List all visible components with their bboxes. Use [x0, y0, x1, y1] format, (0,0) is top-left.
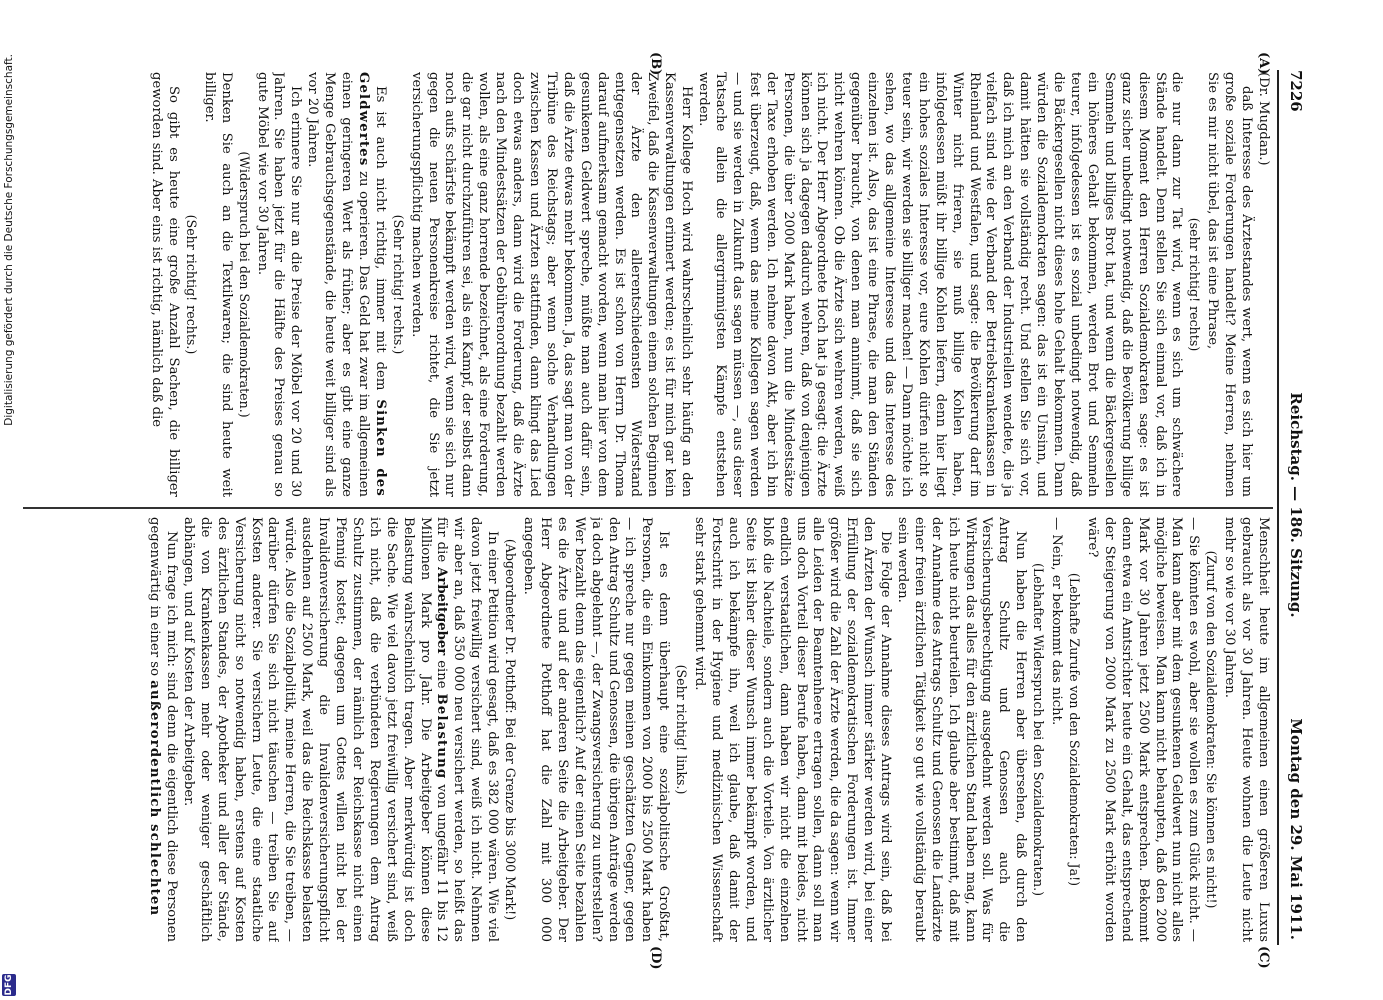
margin-letter-d: (D) — [648, 946, 663, 970]
interjection: (sehr richtig! rechts) — [1187, 217, 1203, 352]
paragraph: daß Interesse des Ärztestandes wert, wenn es sich hier um große soziale Forderungen handelt? Meine Herren, nehmen Sie es mir nicht übel, das ist eine Phrase, — [1205, 72, 1255, 497]
dfg-logo: DFG — [4, 974, 14, 996]
margin-letter-c: (C) — [1256, 946, 1271, 969]
interjection: (Zuruf von den Sozialdemokraten: Sie können es nicht!) — [1204, 550, 1220, 909]
header-rule — [1277, 70, 1279, 945]
funding-footer — [2, 20, 18, 1000]
paragraph: Es ist auch nicht richtig, immer mit dem Sinken des Geldwertes zu operieren. Das Geld hat zwar im allgemeinen einen geringeren Wert als früher; aber es gibt eine ganze Menge Gebrauchsgegenstände, die heute weit billiger sind als vor 20 Jahren. — [305, 72, 388, 497]
margin-letter-a: (A) — [1256, 52, 1271, 75]
paragraph: — Sie könnten es wohl, aber sie wollen es zum Glück nicht. — Man kann aber mit dem gesunkenen Geldwert nun nicht alles mögliche beweisen. Man kann nicht behaupten, daß den 2000 Mark vor 30 Jahren jetzt 2500 Mark entsprechen. Bekommt denn etwa ein Amtsrichter heute ein Gehalt, das entsprechend der Steigerung von 2000 Mark zu 2500 Mark erhöht worden wäre? — [1084, 517, 1202, 942]
margin-letter-b: (B) — [648, 52, 663, 76]
session-title: Reichstag. — 186. Sitzung. — [1287, 392, 1305, 618]
paragraph: Nun frage ich mich: sind denn die eigentlich diese Personen gegenwärtig in einer so außerordentlich schlechten — [147, 517, 179, 942]
session-date: Montag den 29. Mai 1911. — [1287, 718, 1305, 940]
interjection: (Sehr richtig! rechts.) — [390, 214, 406, 355]
paragraph: Menschheit heute im allgemeinen einen größeren Luxus gebraucht als vor 30 Jahren. Heute wohnen die Leute nicht mehr so wie vor 30 Jahren. — [1222, 517, 1271, 942]
paragraph: In einer Petition wird gesagt, daß es 382 000 wären. Wie viel davon jetzt freiwillig versichert sind, weiß ich nicht. Nehmen wir aber an, daß 350 000 neu versichert werden, so heißt das für die Arbeitgeber eine Belastung von ungefähr 11 bis 12 Millionen Mark pro Jahr. Die Arbeitgeber können diese Belastung wahrscheinlich tragen. Aber merkwürdig ist doch die Sache. Wie viel davon jetzt freiwillig versichert sind, weiß ich nicht, daß die verbündeten Regierungen dem Antrag Schultz zustimmen, der nämlich der Reichskasse nicht einen Pfennig kostet; dagegen um Gottes willen nicht bei der Invalidenversicherung die Invalidenversicherungspflicht ausdehnen auf 2500 Mark, weil das die Reichskasse belasten würde. Also die Sozialpolitik, meine Herren, die Sie treiben, — darüber dürfen Sie sich nicht täuschen — treiben Sie auf Kosten anderer. Sie versichern Leute, die eine staatliche Versicherung nicht so notwendig haben, erstens auf Kosten des ärztlichen Standes, der Apotheker und aller der Stände, die von Krankenkassen mehr oder weniger geschäftlich abhängen, und auf Kosten der Arbeitgeber. — [180, 517, 501, 942]
paragraph: Ist es denn überhaupt eine sozialpolitische Großtat, Personen, die ein Einkommen von 2000 bis 2500 Mark haben — ich spreche nur gegen meinen geschätzten Gegner, gegen den Antrag Schultz und Genossen, die übrigen Anträge werden ja doch abgelehnt —, der Zwangsversicherung zu unterstellen? Wer bezahlt denn das eigentlich? Auf der einen Seite bezahlen es die Ärzte und auf der anderen Seite die Arbeitgeber. Der Herr Abgeordnete Potthoff hat die Zahl mit 300 000 angegeben. — [521, 517, 672, 942]
interjection: (Sehr richtig! rechts.) — [183, 214, 199, 355]
paragraph: So gibt es heute eine große Anzahl Sachen, die billiger geworden sind. Aber eins ist richtig, nämlich daß die — [149, 72, 181, 497]
page-header — [1285, 70, 1305, 940]
interjection: (Lebhafte Zurufe von den Sozialdemokraten: Ja!) — [1067, 572, 1083, 887]
funding-note: Digitalisierung gefördert durch die Deutsche Forschungsgemeinschaft. — [3, 54, 15, 426]
page-number: 7226 — [1287, 70, 1305, 112]
interjection: (Widerspruch bei den Sozialdemokraten.) — [236, 151, 252, 418]
speaker-label: (Dr. Mugdan.) — [1256, 72, 1271, 166]
interjection: (Lebhafter Widerspruch bei den Sozialdemokraten.) — [1031, 562, 1047, 897]
paragraph: Nun haben die Herren aber übersehen, daß durch den Antrag Schultz und Genossen auch die Versicherungsberechtigung ausgedehnt werden soll. Was für Wirkungen das alles für den ärztlichen Stand haben mag, kann ich heute nicht beurteilen. Ich glaube aber bestimmt, daß mit der Annahme des Antrags Schultz und Genossen die Landärzte einer freien ärztlichen Tätigkeit so gut wie vollständig beraubt sein werden. — [894, 517, 1029, 942]
column-divider — [23, 507, 1273, 509]
paragraph: Denken Sie auch an die Textilwaren; die sind heute weit billiger. — [201, 72, 234, 497]
left-text-column — [31, 72, 1271, 497]
paragraph: die nur dann zur Tat wird, wenn es sich um schwächere Stände handelt. Denn stellen Sie sich einmal vor, daß ich in diesem Moment den Herren Sozialdemokraten sage: es ist ganz sicher unbedingt notwendig, daß die Bevölkerung billige Semmeln und billiges Brot hat, und wenn die Bäckergesellen ein höheres Gehalt bekommen, werden Brot und Semmeln teurer, infolgedessen ist es sozial unbedingt notwendig, daß die Bäckergesellen nicht dieses hohe Gehalt bekommen. Dann würden die Sozialdemokraten sagen: das ist ein Unsinn, und damit hätten sie vollständig recht. Und stellen Sie sich vor, daß ich mich an den Verband der Industriellen wendete, die ja vielfach sind wie der Verband der Betriebskrankenkassen in Rheinland und Westfalen, und sagte: die Bevölkerung darf im Winter nicht frieren, sie muß billige Kohlen haben, infolgedessen müßt ihr billige Kohlen liefern, denn hier liegt ein hohes soziales Interesse vor, eure Kohlen dürfen nicht so teuer sein, wir werden sie billiger machen! — Dann möchte ich sehen, wo das allgemeine Interesse und das Interesse des einzelnen ist. Also, das ist eine Phrase, die man den Ständen gegenüber braucht, von denen man annimmt, daß sie sich nicht wehren können. Ob die Ärzte sich wehren werden, weiß ich nicht. Der Herr Abgeordnete Hoch hat ja gesagt: die Ärzte können sich ja dagegen dadurch wehren, daß von denjenigen Personen, die über 2000 Mark haben, nun die Mindestsätze der Taxe erhoben werden. Ich nehme davon Akt, aber ich bin fest überzeugt, daß, wenn das meine Kollegen sagen werden — und sie werden in Zukunft das sagen müssen —, aus dieser Tatsache allein die allergrimmigsten Kämpfe entstehen werden. — [696, 72, 1185, 497]
paragraph: Die Folge der Annahme dieses Antrags wird sein, daß bei den Ärzten der Wunsch immer stärker werden wird, bei einer Erfüllung der sozialdemokratischen Forderungen ist. Immer größer wird die Zahl der Ärzte werden, die da sagen: wenn wir alle Leiden der Beamtenheere ertragen sollen, dann soll man uns doch Vorteil dieser Berufe haben, dann mit beides, nicht endlich verstaatlichen, dann haben wir nicht die einzelnen bloß die Nachteile, sondern auch die Vorteile. Von ärztlicher Seite ist bisher dieser Wunsch immer bekämpft worden, und auch ich bekämpfe ihn, weil ich glaube, daß damit der Fortschritt in der Hygiene und medizinischen Wissenschaft sehr stark gehemmt wird. — [692, 517, 894, 942]
paragraph: — Nein, er bekommt das nicht. — [1049, 517, 1065, 726]
paragraph: Ich erinnere Sie nur an die Preise der Möbel vor 20 und 30 Jahren. Sie haben jetzt für die Hälfte des Preises genau so gute Möbel wie vor 30 Jahren. — [254, 72, 304, 497]
interjection: (Sehr richtig! links.) — [674, 664, 690, 795]
paragraph: Herr Kollege Hoch wird wahrscheinlich sehr häufig an den Kassenverwaltungen erinnert werden; es ist für mich gar kein Zweifel, daß die Kassenverwaltungen einem solchen Beginnen der Ärzte den allerentschiedensten Widerstand entgegensetzen werden. Es ist schon von Herrn Dr. Thoma darauf aufmerksam gemacht worden, wenn man hier von dem gesunkenen Geldwert spreche, müßte man auch dafür sein, daß die Ärzte etwas mehr bekommen. Ja, das sagt man von der Tribüne des Reichstags; aber wenn solche Verhandlungen zwischen Kassen und Ärzten stattfinden, dann klingt das Lied doch etwas anders, dann wird die Forderung, daß die Ärzte nach den Mindestsätzen der Gebührenordnung bezahlt werden wollen, als eine ganz horrende bezeichnet, als eine Forderung, die gar nicht durchzuführen sei, als ein Kampf, der selbst dann noch aufs schärfste bekämpft werden wird, wenn sie sich nur gegen die neuen Personenkreise richtet, die Sie jetzt versicherungspflichtig machen werden. — [408, 72, 695, 497]
interjection: (Abgeordneter Dr. Potthoff: Bei der Grenze bis 3000 Mark!) — [503, 538, 519, 921]
right-text-column — [31, 517, 1271, 942]
